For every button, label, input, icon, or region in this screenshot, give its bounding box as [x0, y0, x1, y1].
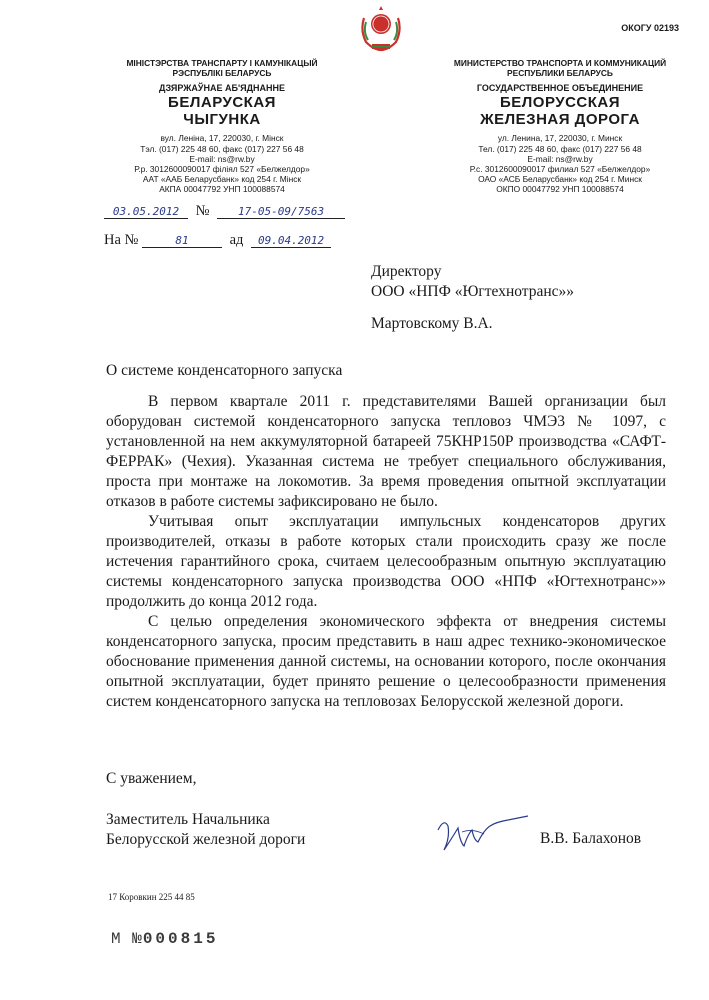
org-name-line-1: БЕЛАРУСКАЯ: [168, 94, 276, 112]
handwritten-signature: [432, 808, 532, 858]
outgoing-number: 17-05-09/7563: [217, 205, 345, 219]
signer-title-line-2: Белорусской железной дороги: [106, 831, 306, 848]
org-ids: АКПА 00047792 УНП 100088574: [159, 184, 285, 195]
reply-date: 09.04.2012: [251, 234, 331, 248]
bank-name: ОАО «АСБ Беларусбанк» код 254 г. Минск: [478, 174, 642, 185]
org-ids: ОКПО 00047792 УНП 100088574: [496, 184, 624, 195]
reply-number: 81: [142, 234, 222, 248]
serial-prefix: М №: [111, 930, 143, 948]
reply-date-label: ад: [229, 232, 244, 248]
body-paragraph: В первом квартале 2011 г. представителями Вашей организации был оборудован системой конденсаторного запуска тепловоз ЧМЭ3 № 1097, с установленной на нем аккумуляторной батареей 75КНР150Р производства «САФТ-ФЕРРАК» (Чехия). Указанная система не требует специального обслуживания, проста при монтаже на локомотив. За время проведения опытной эксплуатации отказов в работе системы зафиксировано не было.: [106, 393, 666, 510]
signer-name: В.В. Балахонов: [540, 830, 642, 847]
reply-line: [104, 232, 331, 249]
body-paragraph: Учитывая опыт эксплуатации импульсных конденсаторов других производителей, отказы в работе которых стали происходить сразу же после истечения гарантийного срока, считаем целесообразным опытную эксплуатацию системы конденсаторного запуска производства ООО «НПФ «Югтехнотранс»» продолжить до конца 2012 года.: [106, 513, 666, 610]
letterhead-belarusian: [102, 58, 342, 195]
signer-title: [106, 810, 305, 850]
reply-label: На №: [104, 232, 139, 248]
state-emblem-icon: [356, 4, 406, 54]
email: E-mail: ns@rw.by: [189, 153, 255, 164]
association-label: ДЗЯРЖАЎНАЕ АБ'ЯДНАННЕ: [158, 83, 285, 94]
form-serial-number: [111, 930, 218, 948]
bank-account: Р.р. 3012600090017 філіял 527 «Бeлжелдор»: [134, 164, 310, 175]
org-name-line-1: БЕЛОРУССКАЯ: [499, 94, 621, 112]
closing-phrase: С уважением,: [106, 770, 197, 787]
addressee-organization: ООО «НПФ «Югтехнотранс»»: [371, 283, 575, 300]
registration-line: [104, 203, 345, 220]
letter-subject: О системе конденсаторного запуска: [106, 362, 343, 379]
addressee-block: [371, 262, 574, 334]
email: E-mail: ns@rw.by: [527, 153, 593, 164]
phone: Тэл. (017) 225 48 60, факс (017) 227 56 48: [140, 143, 304, 154]
association-label: ГОСУДАРСТВЕННОЕ ОБЪЕДИНЕНИЕ: [476, 83, 644, 94]
outgoing-date: 03.05.2012: [104, 205, 188, 219]
bank-account: Р.с. 3012600090017 филиал 527 «Белжелдор»: [469, 164, 651, 175]
addressee-position: Директору: [371, 263, 442, 280]
addressee-name: Мартовскому В.А.: [371, 315, 493, 332]
address: ул. Ленина, 17, 220030, г. Минск: [497, 133, 623, 144]
signer-title-line-1: Заместитель Начальника: [106, 811, 270, 828]
okogu-code: ОКОГУ 02193: [621, 23, 679, 33]
letterhead-russian: [440, 58, 680, 195]
org-name-line-2: ЖЕЛЕЗНАЯ ДОРОГА: [480, 111, 640, 129]
ministry-line-2: РЭСПУБЛІКІ БЕЛАРУСЬ: [172, 68, 272, 79]
serial-digits: 000815: [142, 930, 219, 948]
ministry-line-1: МИНИСТЕРСТВО ТРАНСПОРТА И КОММУНИКАЦИЙ: [453, 58, 667, 68]
org-name-line-2: ЧЫГУНКА: [183, 111, 261, 129]
ministry-line-2: РЕСПУБЛИКИ БЕЛАРУСЬ: [507, 68, 613, 79]
executor-note: 17 Коровкин 225 44 85: [108, 892, 195, 902]
letter-body: [106, 392, 666, 712]
ministry-line-1: МІНІСТЭРСТВА ТРАНСПАРТУ І КАМУНІКАЦЫЙ: [126, 58, 318, 68]
address: вул. Леніна, 17, 220030, г. Мінск: [160, 133, 284, 144]
bank-name: ААТ «ААБ Беларусбанк» код 254 г. Мінск: [142, 174, 302, 185]
body-paragraph: С целью определения экономического эффекта от внедрения системы конденсаторного запуска, просим представить в наш адрес технико-экономическое обоснование применения данной системы, на основании которого, после окончания опытной эксплуатации, будет принято решение о целесообразности применения систем конденсаторного запуска на тепловозах Белорусской железной дороги.: [106, 613, 666, 710]
phone: Тел. (017) 225 48 60, факс (017) 227 56 48: [478, 143, 642, 154]
number-label: №: [195, 203, 210, 219]
